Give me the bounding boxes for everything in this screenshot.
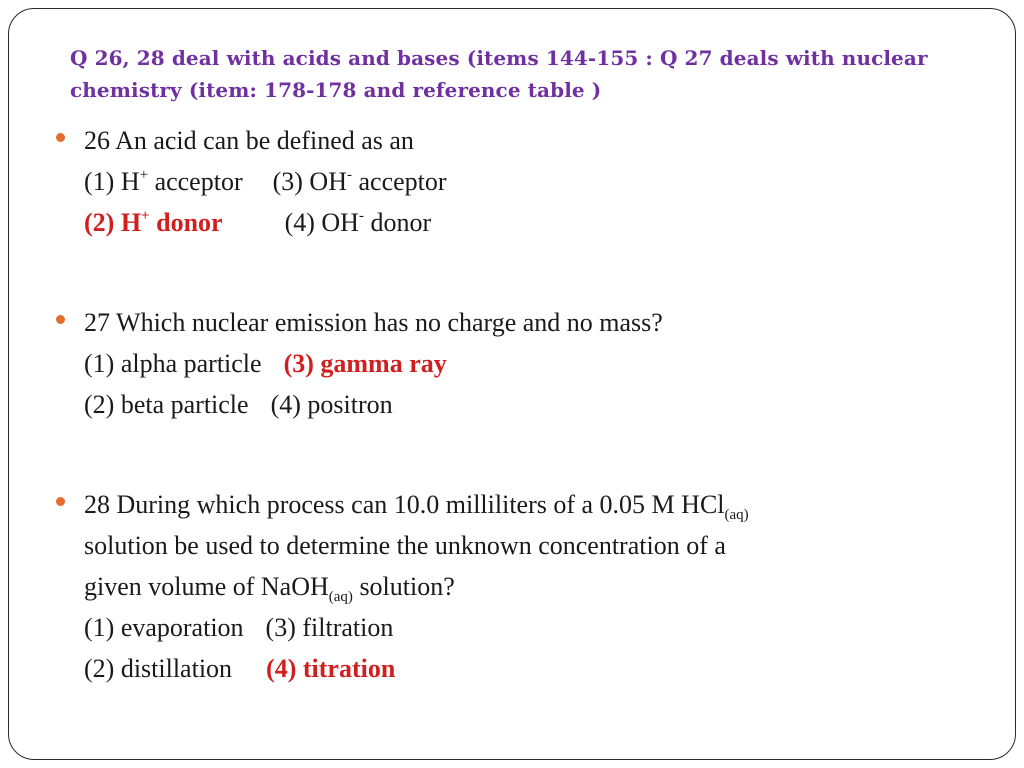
question-26-stem: 26 An acid can be defined as an [84,126,414,155]
q27-option-4: (4) positron [270,390,393,419]
q28-option-1: (1) evaporation [84,613,244,642]
slide-title: Q 26, 28 deal with acids and bases (items 144-155 : Q 27 deals with nuclear chemistry (item: 178-178 and reference table ) [70,46,928,102]
q28-option-3: (3) filtration [265,613,394,642]
q27-option-3-correct: (3) gamma ray [283,349,447,378]
question-27-options-row-2 [84,384,954,425]
slide-content [54,120,954,689]
question-28-stem-line-1: 28 During which process can 10.0 milliliters of a 0.05 M HCl$_{(aq)}$ [84,490,749,523]
question-28 [54,484,954,689]
question-27-options-row-1 [84,343,954,384]
bullet-icon [56,497,65,506]
bullet-icon [56,315,65,324]
question-28-stem-line-3: given volume of NaOH$_{(aq)}$ solution? [84,572,455,605]
question-26 [54,120,954,243]
q26-option-2-correct: (2) H+ donor [84,208,223,237]
question-28-options-row-2 [84,648,954,689]
q28-option-2: (2) distillation [84,654,233,683]
bullet-icon [56,133,65,142]
question-28-stem-line-2: solution be used to determine the unknown concentration of a [84,531,726,560]
q26-option-4: (4) OH- donor [284,208,432,237]
q26-option-1: (1) H+ acceptor [84,167,243,196]
question-27-stem: 27 Which nuclear emission has no charge and no mass? [84,308,663,337]
question-26-options-row-1 [84,161,954,202]
q26-option-3: (3) OH- acceptor [272,167,447,196]
question-28-options-row-1 [84,607,954,648]
question-27 [54,302,954,425]
q27-option-2: (2) beta particle [84,390,249,419]
q27-option-1: (1) alpha particle [84,349,262,378]
question-26-options-row-2 [84,202,954,243]
q28-option-4-correct: (4) titration [266,654,396,683]
